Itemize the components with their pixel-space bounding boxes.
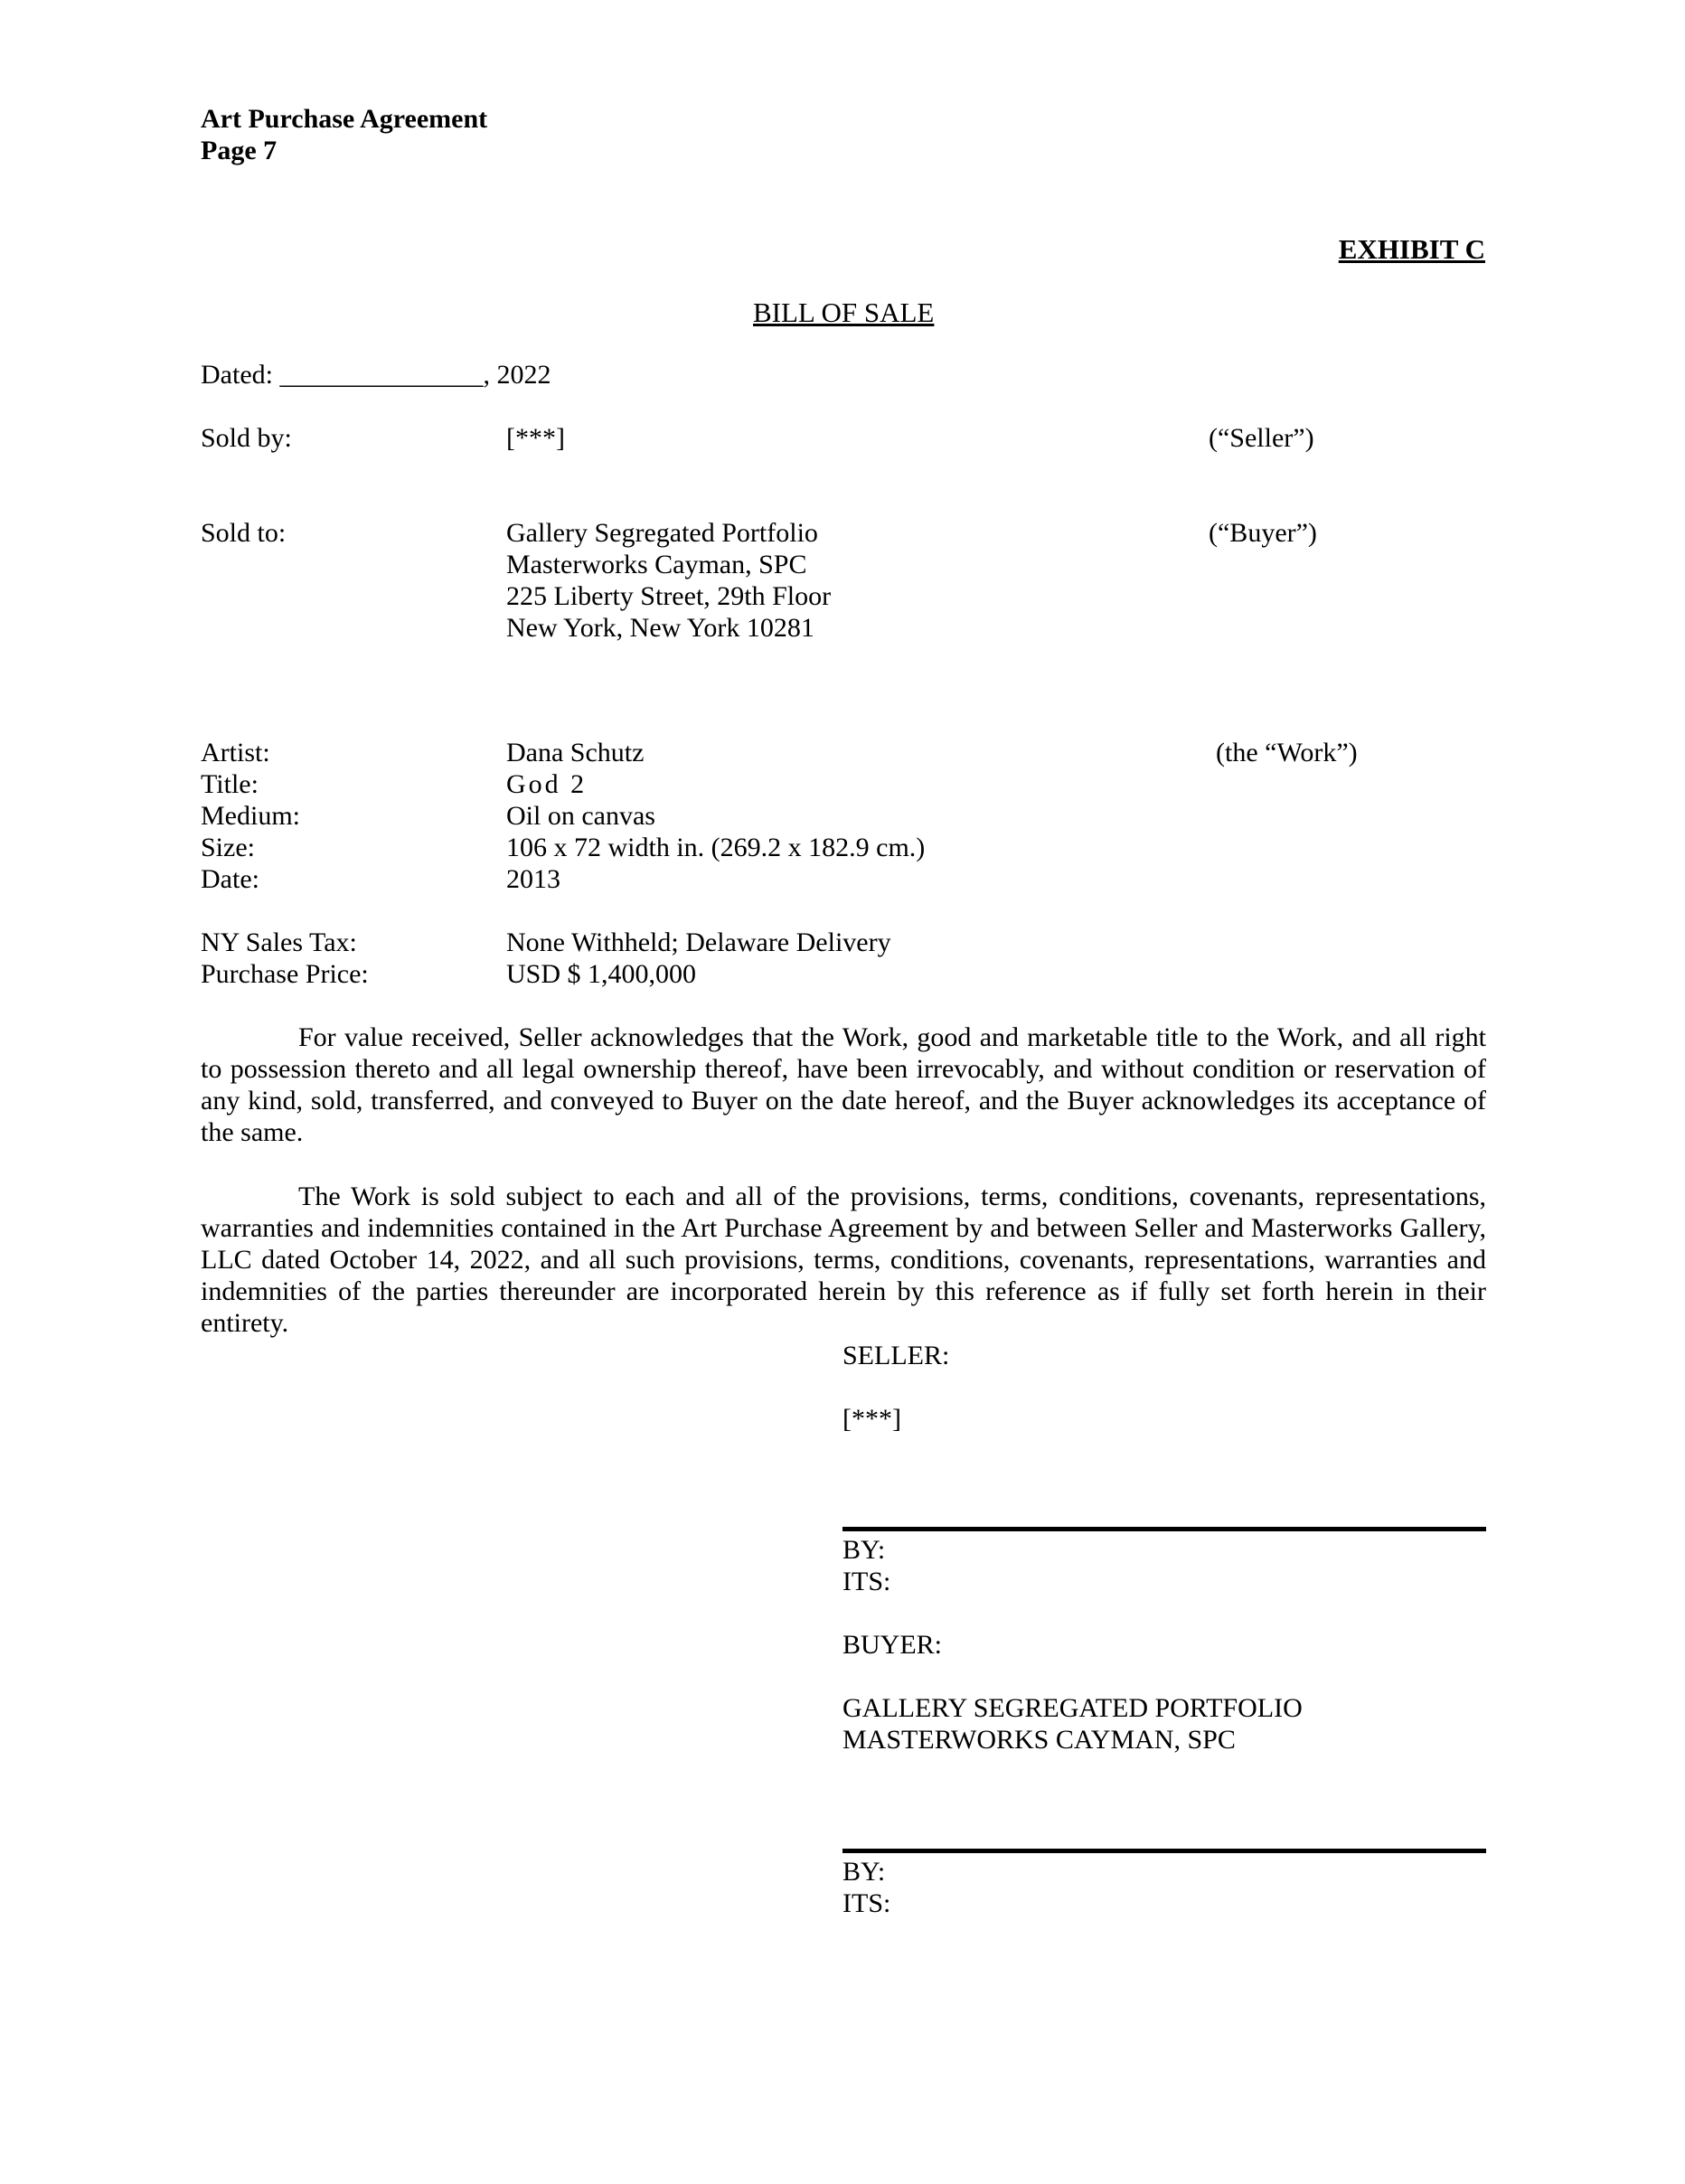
exhibit-label: EXHIBIT C bbox=[1338, 233, 1485, 265]
seller-name: [***] bbox=[842, 1404, 901, 1434]
buyer-tag: (“Buyer”) bbox=[1209, 518, 1317, 548]
dated-blank: _______________ bbox=[279, 360, 484, 390]
buyer-address-line: New York, New York 10281 bbox=[506, 613, 814, 643]
bill-of-sale-title: BILL OF SALE bbox=[753, 297, 935, 328]
sales-tax-value: None Withheld; Delaware Delivery bbox=[506, 927, 891, 957]
buyer-by-label: BY: bbox=[842, 1857, 886, 1887]
title-value: God 2 bbox=[506, 769, 588, 799]
document-title: Art Purchase Agreement bbox=[201, 104, 488, 134]
seller-its-label: ITS: bbox=[842, 1567, 891, 1596]
provisions-paragraph: The Work is sold subject to each and all of the provisions, terms, conditions, covenants, representations, warranties and indemnities contained in the Art Purchase Agreement by and between Seller and Masterworks Gallery, LLC dated October 14, 2022, and all such provisions, terms, conditions, covenants, representations, warranties and indemnities of the parties thereunder are incorporated herein by this reference as if fully set forth herein in their entirety. bbox=[201, 1181, 1486, 1338]
artist-label: Artist: bbox=[201, 738, 270, 767]
buyer-address-line: Masterworks Cayman, SPC bbox=[506, 550, 807, 579]
purchase-price-label: Purchase Price: bbox=[201, 959, 369, 989]
sold-by-label: Sold by: bbox=[201, 423, 292, 453]
seller-signature-line bbox=[842, 1527, 1486, 1531]
dated-year: , 2022 bbox=[483, 360, 551, 390]
buyer-signature-line bbox=[842, 1849, 1486, 1853]
size-label: Size: bbox=[201, 833, 255, 862]
sold-to-label: Sold to: bbox=[201, 518, 287, 548]
medium-label: Medium: bbox=[201, 801, 300, 831]
artist-value: Dana Schutz bbox=[506, 738, 645, 767]
buyer-heading: BUYER: bbox=[842, 1630, 943, 1660]
title-label: Title: bbox=[201, 769, 259, 799]
buyer-name-line: GALLERY SEGREGATED PORTFOLIO bbox=[842, 1693, 1303, 1723]
dated-row bbox=[201, 359, 551, 391]
seller-heading: SELLER: bbox=[842, 1341, 950, 1370]
date-label: Date: bbox=[201, 864, 259, 894]
conveyance-paragraph: For value received, Seller acknowledges that the Work, good and marketable title to the Work, and all right to possession thereto and all legal ownership thereof, have been irrevocably, and without condition or reservation of any kind, sold, transferred, and conveyed to Buyer on the date hereof, and the Buyer acknowledges its acceptance of the same. bbox=[201, 1022, 1486, 1147]
dated-label: Dated: bbox=[201, 360, 273, 390]
work-tag: (the “Work”) bbox=[1216, 738, 1358, 767]
size-value: 106 x 72 width in. (269.2 x 182.9 cm.) bbox=[506, 833, 926, 862]
sold-by-value: [***] bbox=[506, 423, 565, 453]
buyer-address-line: 225 Liberty Street, 29th Floor bbox=[506, 581, 832, 611]
buyer-name-line: MASTERWORKS CAYMAN, SPC bbox=[842, 1725, 1236, 1755]
seller-tag: (“Seller”) bbox=[1209, 423, 1314, 453]
date-value: 2013 bbox=[506, 864, 560, 894]
purchase-price-value: USD $ 1,400,000 bbox=[506, 959, 697, 989]
medium-value: Oil on canvas bbox=[506, 801, 655, 831]
buyer-address-line: Gallery Segregated Portfolio bbox=[506, 518, 818, 548]
sales-tax-label: NY Sales Tax: bbox=[201, 927, 357, 957]
buyer-its-label: ITS: bbox=[842, 1888, 891, 1918]
seller-by-label: BY: bbox=[842, 1535, 886, 1565]
page-number: Page 7 bbox=[201, 136, 278, 165]
